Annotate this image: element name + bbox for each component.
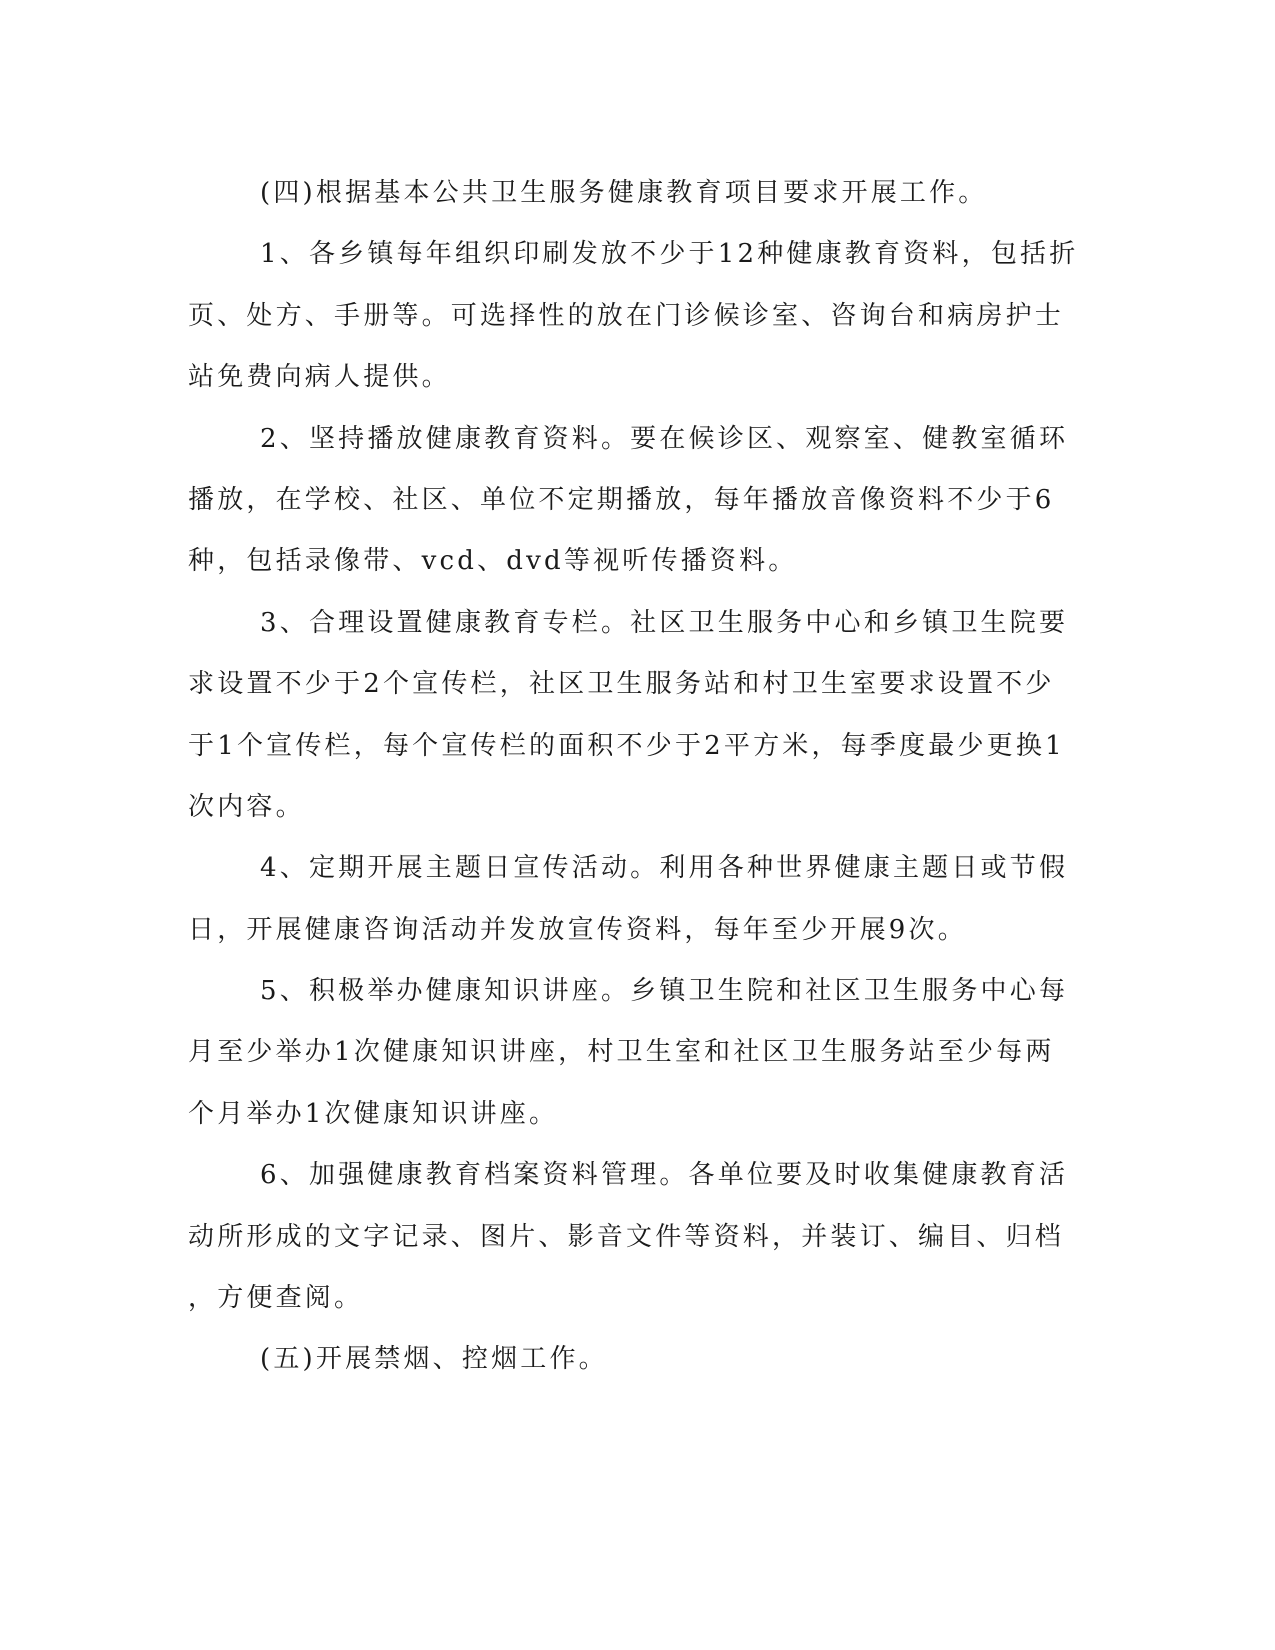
item-1-line-1: 1、各乡镇每年组织印刷发放不少于12种健康教育资料，包括折 [260, 239, 1079, 270]
item-1-line-2: 页、处方、手册等。可选择性的放在门诊候诊室、咨询台和病房护士 [188, 300, 1065, 331]
item-5-line-2: 月至少举办1次健康知识讲座，村卫生室和社区卫生服务站至少每两 [188, 1037, 1055, 1068]
item-1-line-3: 站免费向病人提供。 [188, 362, 451, 393]
item-3-line-3: 于1个宣传栏，每个宣传栏的面积不少于2平方米，每季度最少更换1 [188, 730, 1065, 761]
item-3-line-2: 求设置不少于2个宣传栏，社区卫生服务站和村卫生室要求设置不少 [188, 669, 1055, 700]
document-body [188, 163, 1079, 1391]
item-6-line-2: 动所形成的文字记录、图片、影音文件等资料，并装订、编目、归档 [188, 1221, 1065, 1252]
item-5-line-1: 5、积极举办健康知识讲座。乡镇卫生院和社区卫生服务中心每 [260, 976, 1069, 1007]
item-2-line-1: 2、坚持播放健康教育资料。要在候诊区、观察室、健教室循环 [260, 423, 1069, 454]
item-2-line-3: 种，包括录像带、vcd、dvd等视听传播资料。 [188, 546, 798, 577]
item-3-line-4: 次内容。 [188, 791, 305, 822]
item-4-line-1: 4、定期开展主题日宣传活动。利用各种世界健康主题日或节假 [260, 853, 1069, 884]
item-6-line-1: 6、加强健康教育档案资料管理。各单位要及时收集健康教育活 [260, 1160, 1069, 1191]
section-heading-5: (五)开展禁烟、控烟工作。 [260, 1344, 608, 1375]
item-5-line-3: 个月举办1次健康知识讲座。 [188, 1098, 559, 1129]
item-4-line-2: 日，开展健康咨询活动并发放宣传资料，每年至少开展9次。 [188, 914, 967, 945]
item-6-line-3: ，方便查阅。 [188, 1283, 364, 1314]
section-heading-4: (四)根据基本公共卫生服务健康教育项目要求开展工作。 [260, 178, 988, 208]
item-3-line-1: 3、合理设置健康教育专栏。社区卫生服务中心和乡镇卫生院要 [260, 607, 1069, 638]
item-2-line-2: 播放，在学校、社区、单位不定期播放，每年播放音像资料不少于6 [188, 484, 1055, 515]
